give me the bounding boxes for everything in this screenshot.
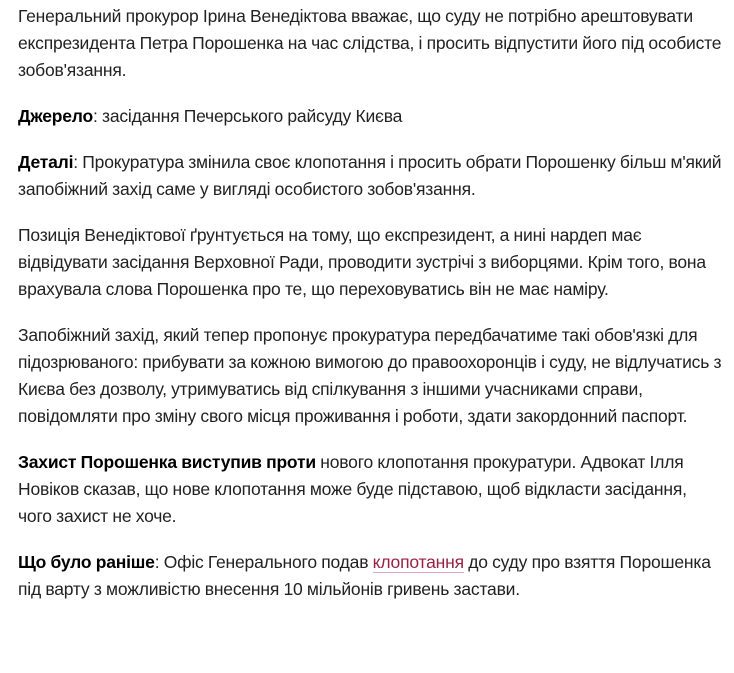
bold-lead-in: Джерело [18, 106, 93, 126]
source-paragraph [18, 103, 722, 130]
inline-link-klopotannya[interactable]: клопотання [372, 552, 464, 572]
bold-lead-in: Що було раніше [18, 552, 155, 572]
position-paragraph [18, 222, 722, 303]
text-segment: : Прокуратура змінила своє клопотання і просить обрати Порошенку більш м'який запобіжний захід саме у вигляді особистого зобов'язання. [18, 152, 722, 199]
text-segment: Позиція Венедіктової ґрунтується на тому, що експрезидент, а нині нардеп має відвідувати засідання Верховної Ради, проводити зустрічі з виборцями. Крім того, вона врахувала слова Порошенка про те, що переховуватись він не має наміру. [18, 225, 706, 299]
bold-lead-in: Захист Порошенка виступив проти [18, 452, 316, 472]
text-segment: Запобіжний захід, який тепер пропонує прокуратура передбачатиме такі обов'язкі для підозрюваного: прибувати за кожною вимогою до правоохоронців і суду, не відлучатись з Києва без дозволу, утримуватись від спілкування з іншими учасниками справи, повідомляти про зміну свого місця проживання і роботи, здати закордонний паспорт. [18, 325, 722, 426]
background-paragraph [18, 549, 722, 603]
text-segment: : Офіс Генерального подав [154, 552, 373, 572]
text-segment: до суду про взяття Порошенка під варту з можливістю внесення 10 мільйонів гривень застави. [18, 552, 711, 599]
text-segment: нового клопотання прокуратури. Адвокат Ілля Новіков сказав, що нове клопотання може буде підставою, щоб відкласти засідання, чого захист не хоче. [18, 452, 687, 526]
lead-paragraph [18, 3, 722, 84]
text-segment: : засідання Печерського райсуду Києва [92, 106, 403, 126]
measure-paragraph [18, 322, 722, 430]
details-paragraph [18, 149, 722, 203]
defense-paragraph [18, 449, 722, 530]
bold-lead-in: Деталі [18, 152, 74, 172]
text-segment: Генеральний прокурор Ірина Венедіктова вважає, що суду не потрібно арештовувати експрезидента Петра Порошенка на час слідства, і просить відпустити його під особисте зобов'язання. [18, 6, 722, 80]
